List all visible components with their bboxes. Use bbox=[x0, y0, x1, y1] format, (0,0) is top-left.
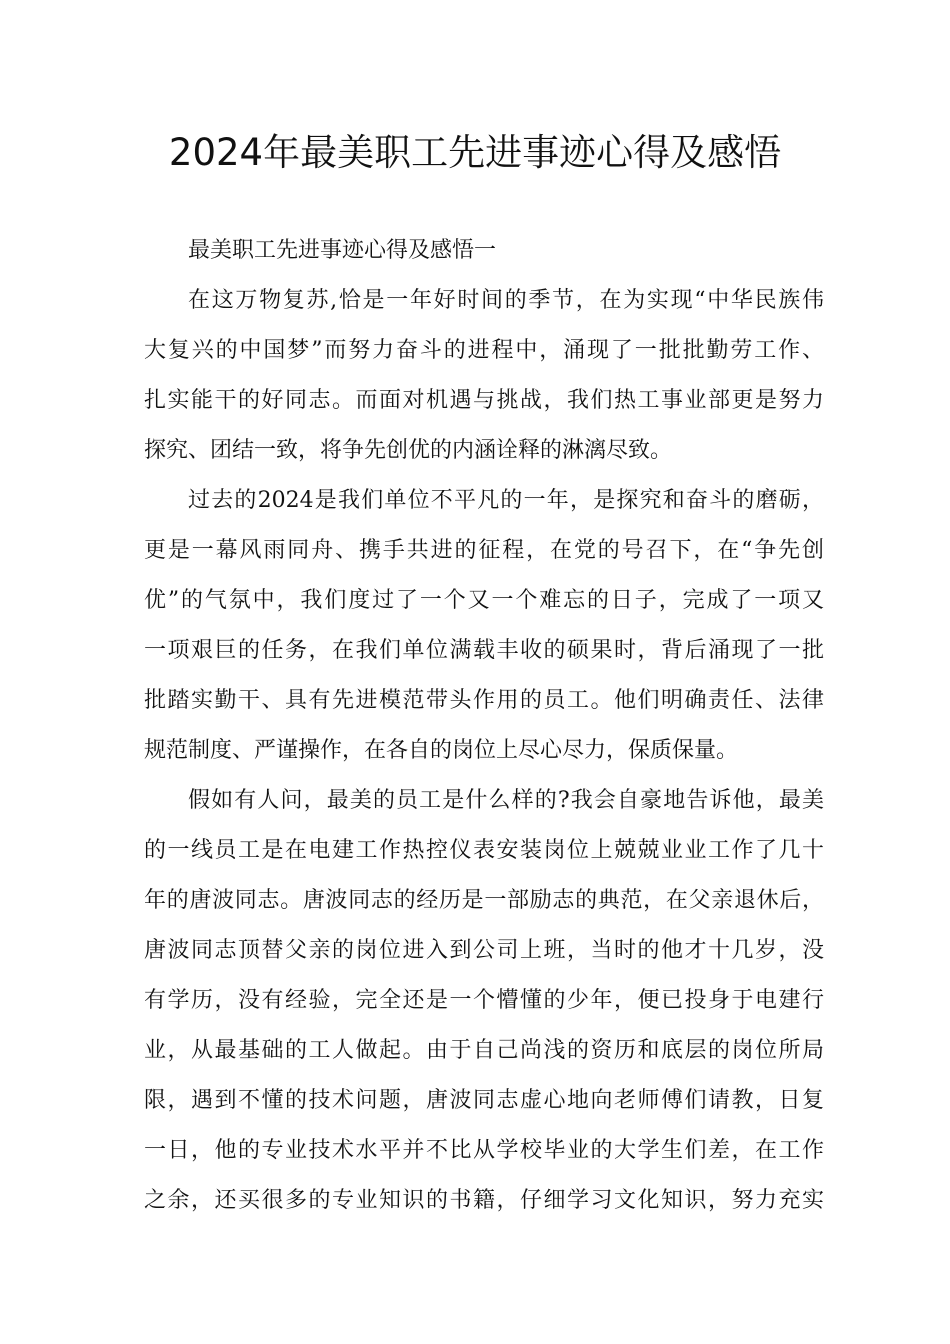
body-line: 唐波同志顶替父亲的岗位进入到公司上班，当时的他才十几岁，没 bbox=[144, 938, 824, 963]
body-line: 优”的气氛中，我们度过了一个又一个难忘的日子，完成了一项又 bbox=[144, 588, 824, 613]
section-heading: 最美职工先进事迹心得及感悟一 bbox=[188, 238, 497, 263]
body-line: 大复兴的中国梦”而努力奋斗的进程中，涌现了一批批勤劳工作、 bbox=[144, 338, 824, 363]
body-line: 年的唐波同志。唐波同志的经历是一部励志的典范，在父亲退休后， bbox=[144, 888, 824, 913]
body-line: 批踏实勤干、具有先进模范带头作用的员工。他们明确责任、法律 bbox=[144, 688, 824, 713]
body-line: 一日，他的专业技术水平并不比从学校毕业的大学生们差，在工作 bbox=[144, 1138, 824, 1163]
body-line: 的一线员工是在电建工作热控仪表安装岗位上兢兢业业工作了几十 bbox=[144, 838, 824, 863]
body-line: 假如有人问，最美的员工是什么样的?我会自豪地告诉他，最美 bbox=[188, 788, 824, 813]
body-line: 更是一幕风雨同舟、携手共进的征程，在党的号召下，在“争先创 bbox=[144, 538, 824, 563]
body-line: 探究、团结一致，将争先创优的内涵诠释的淋漓尽致。 bbox=[144, 438, 673, 463]
body-line: 限，遇到不懂的技术问题，唐波同志虚心地向老师傅们请教，日复 bbox=[144, 1088, 824, 1113]
document-title: 2024年最美职工先进事迹心得及感悟 bbox=[168, 131, 782, 174]
body-line: 之余，还买很多的专业知识的书籍，仔细学习文化知识，努力充实 bbox=[144, 1188, 824, 1213]
body-line: 扎实能干的好同志。而面对机遇与挑战，我们热工事业部更是努力 bbox=[144, 388, 824, 413]
body-line: 一项艰巨的任务，在我们单位满载丰收的硕果时，背后涌现了一批 bbox=[144, 638, 824, 663]
body-line: 业，从最基础的工人做起。由于自己尚浅的资历和底层的岗位所局 bbox=[144, 1038, 824, 1063]
body-line: 在这万物复苏,恰是一年好时间的季节，在为实现“中华民族伟 bbox=[188, 288, 824, 313]
body-line: 过去的2024是我们单位不平凡的一年，是探究和奋斗的磨砺， bbox=[188, 488, 824, 513]
body-line: 规范制度、严谨操作，在各自的岗位上尽心尽力，保质保量。 bbox=[144, 738, 739, 763]
body-line: 有学历，没有经验，完全还是一个懵懂的少年，便已投身于电建行 bbox=[144, 988, 824, 1013]
